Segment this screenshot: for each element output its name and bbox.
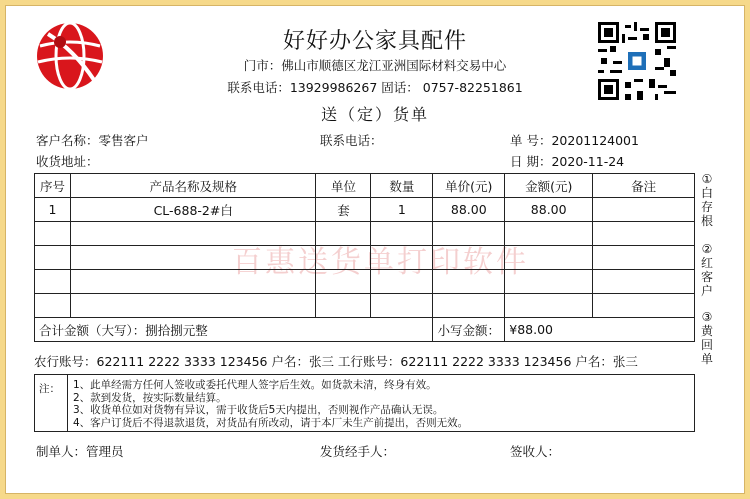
terms-notes xyxy=(34,374,695,432)
order-number: 单 号：20201124001 xyxy=(510,133,639,148)
table-header-row xyxy=(35,174,695,198)
contact-phone: 联系电话： xyxy=(320,133,383,148)
column-header: 单位 xyxy=(316,174,371,198)
table-row xyxy=(35,294,695,318)
total-in-words: 合计金额（大写）：捌拾捌元整 xyxy=(35,318,433,342)
total-row xyxy=(35,318,695,342)
table-cell: 88.00 xyxy=(505,198,593,222)
column-header: 序号 xyxy=(35,174,71,198)
note-item: 2、款到发货，按实际数量结算。 xyxy=(73,391,227,404)
table-row xyxy=(35,222,695,246)
document-title: 送（定）货单 xyxy=(320,105,429,124)
total-small-value: ¥88.00 xyxy=(505,318,695,342)
table-cell: 88.00 xyxy=(433,198,505,222)
company-name: 好好办公家具配件 xyxy=(282,29,467,54)
notes-label: 注： xyxy=(39,383,60,395)
customer-name: 客户名称：零售客户 xyxy=(36,133,149,148)
shipping-address: 收货地址： xyxy=(36,154,99,169)
column-header: 金额(元) xyxy=(505,174,593,198)
column-header: 备注 xyxy=(593,174,695,198)
table-cell: 1 xyxy=(35,198,71,222)
notes-divider xyxy=(67,375,68,431)
table-row xyxy=(35,270,695,294)
table-cell xyxy=(593,198,695,222)
copy-label-red: ② 红 客 户 xyxy=(700,242,713,298)
table-cell: 1 xyxy=(371,198,433,222)
table-row xyxy=(35,246,695,270)
table-cell: CL-688-2#白 xyxy=(70,198,316,222)
copy-label-yellow: ③ 黄 回 单 xyxy=(700,310,713,366)
copy-label-white: ① 白 存 根 xyxy=(700,172,713,228)
bank-accounts: 农行账号：622111 2222 3333 123456 户名：张三 工行账号：622111 2222 3333 123456 户名：张三 xyxy=(34,354,638,369)
note-item: 3、收货单位如对货物有异议，需于收货后5天内提出，否则视作产品确认无误。 xyxy=(73,404,444,416)
watermark: 百惠送货单打印软件 xyxy=(232,245,529,280)
column-header: 数量 xyxy=(371,174,433,198)
notes-list xyxy=(73,379,468,429)
table-row xyxy=(35,198,695,222)
footer-sender: 发货经手人： xyxy=(320,444,396,459)
note-item: 4、客户订货后不得退款退货，对货品有所改动，请于本厂未生产前提出，否则无效。 xyxy=(73,416,469,429)
column-header: 产品名称及规格 xyxy=(70,174,316,198)
company-address: 门市：佛山市顺德区龙江亚洲国际材料交易中心 xyxy=(243,58,507,73)
footer-receiver: 签收人： xyxy=(510,444,561,459)
company-phones: 联系电话：13929986267 固话： 0757-82251861 xyxy=(227,80,523,95)
note-item: 1、此单经需方任何人签收或委托代理人签字后生效。如货款未清，终身有效。 xyxy=(73,379,437,391)
goods-table xyxy=(34,173,695,342)
table-cell: 套 xyxy=(316,198,371,222)
column-header: 单价(元) xyxy=(433,174,505,198)
order-date: 日 期：2020-11-24 xyxy=(510,154,625,169)
total-small-label: 小写金额： xyxy=(433,318,505,342)
footer-maker: 制单人：管理员 xyxy=(36,444,124,459)
